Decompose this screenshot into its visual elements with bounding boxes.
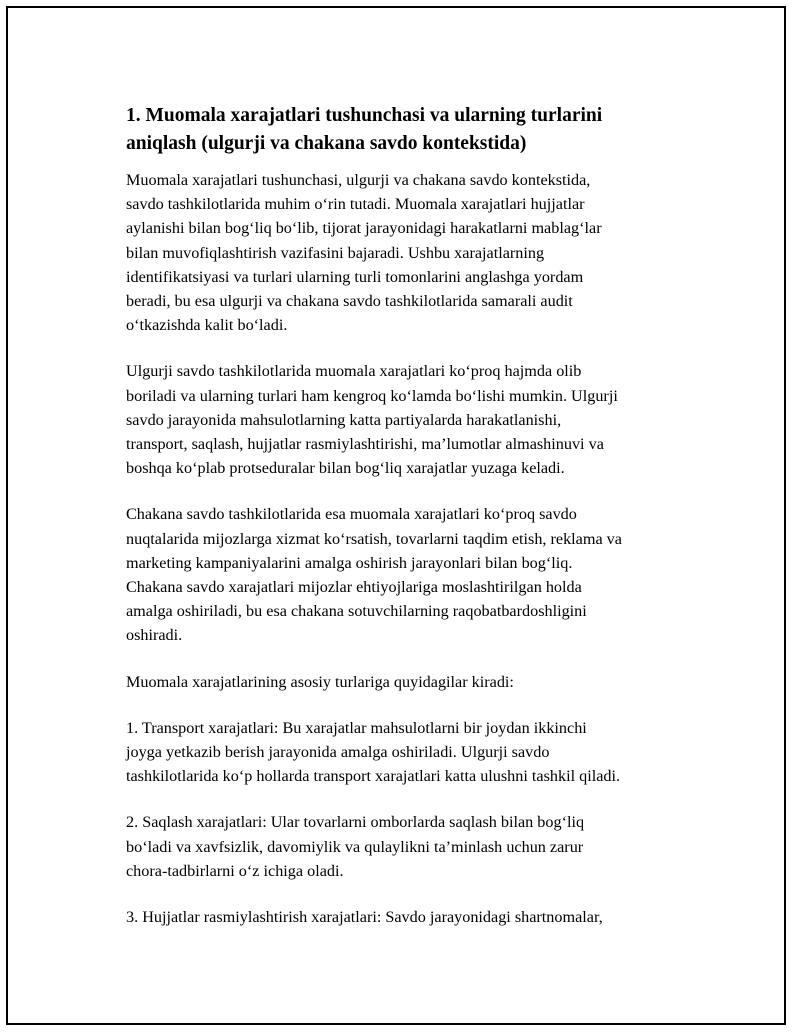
paragraph-list-intro: [126, 670, 696, 694]
text-line: marketing kampaniyalarini amalga oshirish jarayonlari bilan bog‘liq.: [126, 553, 573, 572]
paragraph-retail: [126, 502, 696, 647]
text-line: Muomala xarajatlarining asosiy turlariga quyidagilar kiradi:: [126, 672, 514, 691]
text-line: beradi, bu esa ulgurji va chakana savdo tashkilotlarida samarali audit: [126, 292, 573, 311]
list-item-storage: [126, 810, 696, 883]
text-line: nuqtalarida mijozlarga xizmat ko‘rsatish, tovarlarni taqdim etish, reklama va: [126, 529, 622, 548]
text-line: joyga yetkazib berish jarayonida amalga oshiriladi. Ulgurji savdo: [126, 743, 550, 762]
text-line: 3. Hujjatlar rasmiylashtirish xarajatlari: Savdo jarayonidagi shartnomalar,: [126, 908, 603, 927]
text-line: amalga oshiriladi, bu esa chakana sotuvchilarning raqobatbardoshligini: [126, 602, 587, 621]
list-item-transport: [126, 716, 696, 789]
text-line: transport, saqlash, hujjatlar rasmiylashtirishi, ma’lumotlar almashinuvi va: [126, 435, 604, 454]
text-line: identifikatsiyasi va turlari ularning turli tomonlarini anglashga yordam: [126, 267, 584, 286]
page-frame: [6, 6, 786, 1025]
text-line: aylanishi bilan bog‘liq bo‘lib, tijorat jarayonidagi harakatlarni mablag‘lar: [126, 219, 602, 238]
heading-line: 1. Muomala xarajatlari tushunchasi va ularning turlarini: [126, 105, 603, 126]
text-line: boriladi va ularning turlari ham kengroq ko‘lamda bo‘lishi mumkin. Ulgurji: [126, 386, 618, 405]
paragraph-wholesale: [126, 359, 696, 480]
text-line: Muomala xarajatlari tushunchasi, ulgurji va chakana savdo kontekstida,: [126, 171, 591, 189]
text-line: Chakana savdo tashkilotlarida esa muomala xarajatlari ko‘proq savdo: [126, 505, 577, 524]
text-line: Ulgurji savdo tashkilotlarida muomala xarajatlari ko‘proq hajmda olib: [126, 362, 582, 381]
document-body: [126, 102, 696, 951]
heading-line: aniqlash (ulgurji va chakana savdo kontekstida): [126, 133, 527, 154]
text-line: tashkilotlarida ko‘p hollarda transport xarajatlari katta ulushni tashkil qiladi.: [126, 767, 621, 786]
text-line: boshqa ko‘plab protseduralar bilan bog‘liq xarajatlar yuzaga keladi.: [126, 459, 565, 478]
text-line: bo‘ladi va xavfsizlik, davomiylik va qulaylikni ta’minlash uchun zarur: [126, 837, 584, 856]
paragraph-intro: [126, 168, 696, 337]
text-line: Chakana savdo xarajatlari mijozlar ehtiyojlariga moslashtirilgan holda: [126, 578, 582, 597]
list-item-documentation: [126, 905, 696, 929]
text-line: 2. Saqlash xarajatlari: Ular tovarlarni omborlarda saqlash bilan bog‘liq: [126, 813, 585, 832]
text-line: oshiradi.: [126, 626, 183, 645]
text-line: o‘tkazishda kalit bo‘ladi.: [126, 316, 288, 335]
text-line: 1. Transport xarajatlari: Bu xarajatlar mahsulotlarni bir joydan ikkinchi: [126, 718, 587, 737]
text-line: savdo jarayonida mahsulotlarning katta partiyalarda harakatlanishi,: [126, 410, 562, 429]
text-line: bilan muvofiqlashtirish vazifasini bajaradi. Ushbu xarajatlarning: [126, 243, 545, 262]
text-line: savdo tashkilotlarida muhim o‘rin tutadi. Muomala xarajatlari hujjatlar: [126, 195, 585, 214]
text-line: chora-tadbirlarni o‘z ichiga oladi.: [126, 861, 344, 880]
section-heading: [126, 102, 696, 158]
